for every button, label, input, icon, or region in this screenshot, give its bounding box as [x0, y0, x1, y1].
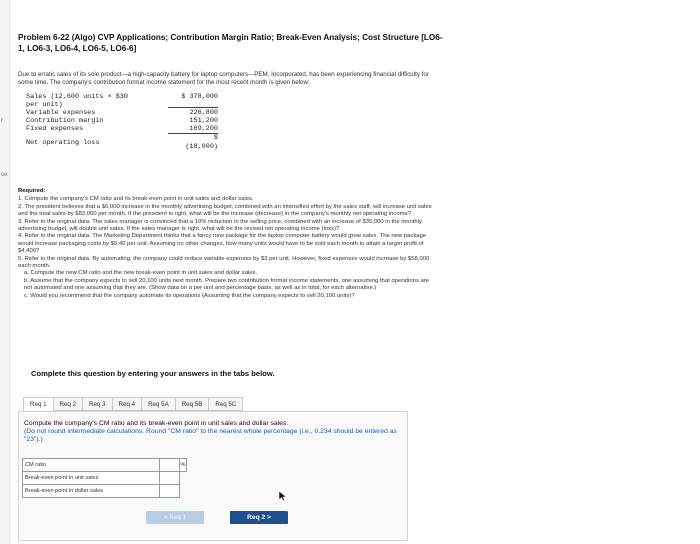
required-sub-item: c. Would you recommend that the company automate its operations (Assuming that the company expects to sell 20,100 units)? [24, 292, 355, 299]
tab-req-1[interactable]: Req 1 [23, 397, 53, 411]
answer-panel [18, 411, 408, 541]
break-even-dollars-input[interactable] [160, 485, 179, 497]
net-operating-loss-dollar: $ [213, 134, 218, 142]
required-section [18, 188, 436, 300]
answer-table [22, 458, 187, 498]
margin-mark: ce [1, 172, 8, 178]
empty-unit [180, 472, 187, 485]
variable-expenses-value: 226,800 [189, 109, 218, 117]
percent-unit: % [180, 459, 187, 472]
variable-expenses-label: Variable expenses [26, 109, 96, 117]
problem-intro: Due to erratic sales of its sole product—a high-capacity battery for laptop computers—PEM, Incorporated, has been experiencing financial difficulty for some time. The company's contribution format income statement for the most recent month is given below: [18, 71, 429, 86]
break-even-units-cell [160, 472, 180, 485]
prev-req-button: < Req 1 [146, 511, 204, 524]
left-margin-strip [0, 0, 10, 544]
cm-ratio-input[interactable] [160, 459, 179, 471]
sales-value: $ 378,000 [181, 93, 218, 101]
question-prompt [24, 420, 399, 444]
cm-ratio-cell [160, 459, 180, 472]
tab-req-4[interactable]: Req 4 [112, 397, 142, 411]
cm-ratio-label: CM ratio [23, 459, 160, 472]
required-heading: Required: [18, 188, 46, 194]
net-operating-loss-value: (18,000) [185, 143, 218, 151]
required-item: 2. The president believes that a $6,000 increase in the monthly advertising budget, combined with an intensified effort by the sales staff, will increase unit sales and the total sales by $83,000 per month. If the president is right, what will be the increase (decrease) in the company's monthly net operating income? [18, 203, 432, 218]
mouse-cursor-icon [278, 490, 288, 502]
instructions-text: Complete this question by entering your answers in the tabs below. [31, 369, 275, 378]
next-req-button[interactable]: Req 2 > [230, 511, 288, 524]
required-sub-item: b. Assume that the company expects to sell 20,100 units next month. Prepare two contribution format income statements, one assuming that operations are not automated and one assuming that they are. (Show data on a per unit and percentage basis, as well as in total, for each alternative.) [24, 277, 430, 292]
fixed-expenses-label: Fixed expenses [26, 125, 84, 133]
contribution-margin-label: Contribution margin [26, 117, 104, 125]
required-sub-item: a. Compute the new CM ratio and the new break-even point in unit sales and dollar sales. [24, 270, 258, 277]
sales-label: Sales (12,600 units × $30 [26, 93, 128, 101]
requirement-tabs [23, 397, 243, 411]
empty-unit [180, 485, 187, 498]
tab-req-5b[interactable]: Req 5B [175, 397, 209, 411]
break-even-units-label: Break-even point in unit sales [23, 472, 160, 485]
tab-req-2[interactable]: Req 2 [53, 397, 83, 411]
tab-req-5c[interactable]: Req 5C [208, 397, 243, 411]
contribution-margin-value: 151,200 [189, 117, 218, 125]
problem-content [18, 32, 448, 155]
break-even-dollars-cell [160, 485, 180, 498]
margin-mark: r [1, 118, 3, 124]
rounding-note: (Do not round intermediate calculations. Round "CM ratio" to the nearest whole percentage (i.e., 0.234 should be entered as "23").) [24, 428, 397, 443]
required-item: 5. Refer to the original data. By automating, the company could reduce variable expenses by $3 per unit. However, fixed expenses would increase by $58,000 each month. [18, 255, 430, 270]
problem-title: Problem 6-22 (Algo) CVP Applications; Contribution Margin Ratio; Break-Even Analysis; Cost Structure [LO6-1, LO6-3, LO6-4, LO6-5, LO6-6] [18, 33, 443, 53]
break-even-dollars-label: Break-even point in dollar sales [23, 485, 160, 498]
required-item: 4. Refer to the original data. The Marketing Department thinks that a fancy new package for the laptop computer battery would grow sales. The new package would increase packaging costs by $0.40 per unit. Assuming no other changes, how many units would have to be sold each month to attain a target profit of $4,400? [18, 233, 427, 255]
divider [168, 107, 218, 108]
tab-req-3[interactable]: Req 3 [82, 397, 112, 411]
required-item: 3. Refer to the original data. The sales manager is convinced that a 10% reduction in the selling price, combined with an increase of $35,000 in the monthly advertising budget, will double unit sales. If the sales manager is right, what will be the revised net operating income (loss)? [18, 218, 422, 233]
sales-label-cont: per unit) [26, 101, 63, 109]
break-even-units-input[interactable] [160, 472, 179, 484]
table-row [23, 485, 187, 498]
fixed-expenses-value: 169,200 [189, 125, 218, 133]
required-item: 1. Compute the company's CM ratio and its break-even point in unit sales and dollar sales. [18, 196, 254, 203]
income-statement [18, 93, 218, 155]
table-row [23, 472, 187, 485]
table-row [23, 459, 187, 472]
tab-req-5a[interactable]: Req 5A [141, 397, 175, 411]
net-operating-loss-label: Net operating loss [26, 139, 100, 147]
prompt-text: Compute the company's CM ratio and its break-even point in unit sales and dollar sales. [24, 420, 289, 427]
